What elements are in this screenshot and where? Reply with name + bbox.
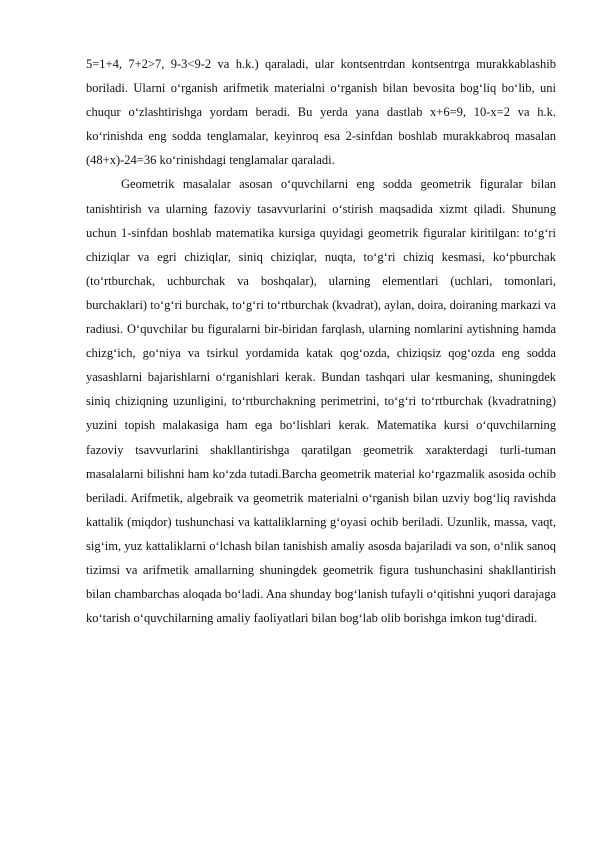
document-page: [86, 52, 556, 630]
body-paragraph-1: 5=1+4, 7+2>7, 9-3<9-2 va h.k.) qaraladi, ular kontsentrdan kontsentrga murakkablashib boriladi. Ularni o‘rganish arifmetik materialni o‘rganish bilan bevosita bog‘liq bo‘lib, uni chuqur o‘zlashtirishga yordam beradi. Bu yerda yana dastlab x+6=9, 10-x=2 va h.k. ko‘rinishda eng sodda tenglamalar, keyinroq esa 2-sinfdan boshlab murakkabroq masalan (48+x)-24=36 ko‘rinishdagi tenglamalar qaraladi.: [86, 57, 556, 168]
body-paragraph-2: Geometrik masalalar asosan o‘quvchilarni eng sodda geometrik figuralar bilan tanishtirish va ularning fazoviy tasavvurlarini o‘stirish maqsadida xizmt qiladi. Shunung uchun 1-sinfdan boshlab matematika kursiga quyidagi geometrik figuralar kiritilgan: to‘g‘ri chiziqlar va egri chiziqlar, siniq chiziqlar, nuqta, to‘g‘ri chiziq kesmasi, ko‘pburchak (to‘rtburchak, uchburchak va boshqalar), ularning elementlari (uchlari, tomonlari, burchaklari) to‘g‘ri burchak, to‘g‘ri to‘rtburchak (kvadrat), aylan, doira, doiraning markazi va radiusi. O‘quvchilar bu figuralarni bir-biridan farqlash, ularning nomlarini aytishning hamda chizg‘ich, go‘niya va tsirkul yordamida katak qog‘ozda, chiziqsiz qog‘ozda eng sodda yasashlarni bajarishlarni o‘rganishlari kerak. Bundan tashqari ular kesmaning, shuningdek siniq chiziqning uzunligini, to‘rtburchakning perimetrini, to‘g‘ri to‘rtburchak (kvadratning) yuzini topish malakasiga ham ega bo‘lishlari kerak. Matematika kursi o‘quvchilarning fazoviy tsavvurlarini shakllantirishga qaratilgan geometrik xarakterdagi turli-tuman masalalarni bilishni ham ko‘zda tutadi.Barcha geometrik material ko‘rgazmalik asosida ochib beriladi. Arifmetik, algebraik va geometrik materialni o‘rganish bilan uzviy bog‘liq ravishda kattalik (miqdor) tushunchasi va kattaliklarning g‘oyasi ochib beriladi. Uzunlik, massa, vaqt, sig‘im, yuz kattaliklarni o‘lchash bilan tanishish amaliy asosda bajariladi va son, o‘nlik sanoq tizimsi va arifmetik amallarning shuningdek geometrik figura tushunchasini shakllantirish bilan chambarchas aloqada bo‘ladi. Ana shunday bog‘lanish tufayli o‘qitishni yuqori darajaga ko‘tarish o‘quvchilarning amaliy faoliyatlari bilan bog‘lab olib borishga imkon tug‘diradi.: [86, 177, 556, 626]
